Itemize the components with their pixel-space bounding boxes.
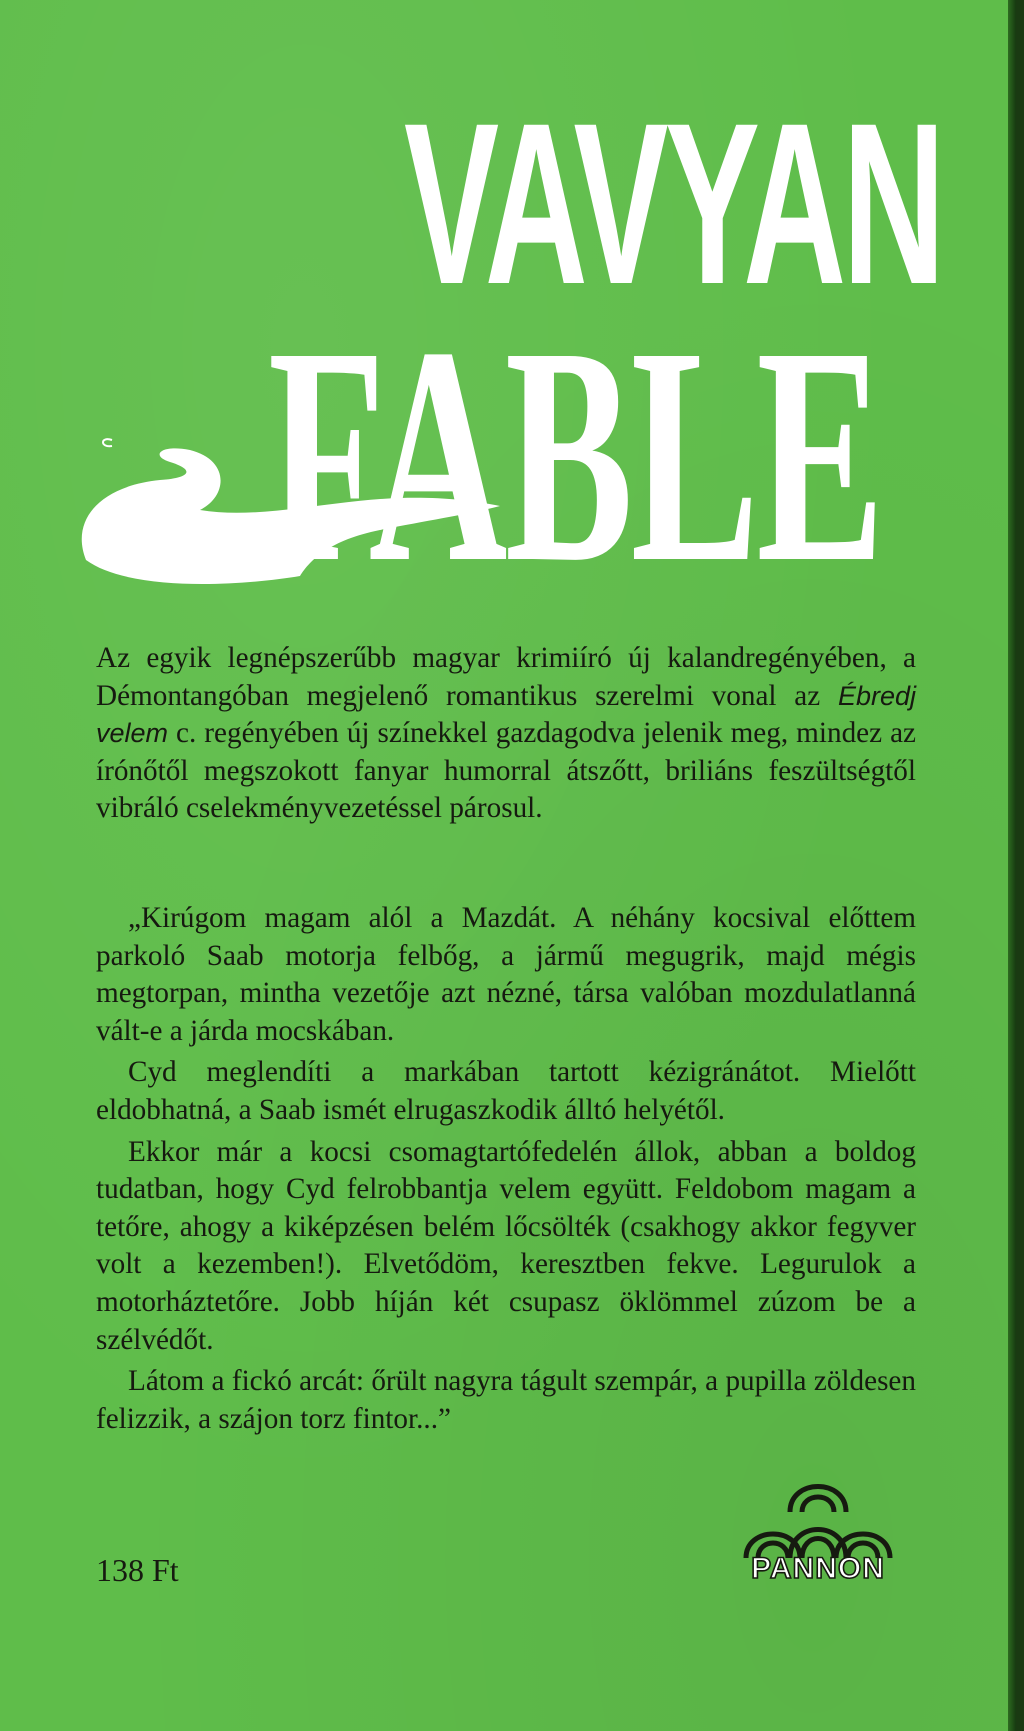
intro-paragraph — [96, 640, 916, 828]
price-label: 138 Ft — [96, 1552, 179, 1588]
page-edge — [1016, 0, 1024, 1731]
intro-text-part2: c. regényében új színekkel gazdagodva jelenik meg, mindez az írónőtől megszokott fanyar humorral átszőtt, briliáns feszültségtől vibráló cselekményvezetéssel párosul. — [96, 717, 916, 825]
publisher-name: PANNON — [751, 1552, 885, 1585]
pannon-arches-icon — [728, 1468, 908, 1564]
intro-text-part1: Az egyik legnépszerűbb magyar krimiíró új kalandregényében, a Démontangóban megjelenő romantikus szerelmi vonal az — [96, 642, 916, 712]
author-last-name: FABLE — [268, 284, 883, 627]
publisher-logo — [728, 1468, 908, 1598]
excerpt-block — [96, 900, 916, 1442]
author-first-name: VAVYAN — [404, 75, 942, 332]
book-title: Ébredj velem — [96, 680, 916, 749]
cover-edge — [1008, 0, 1016, 1731]
excerpt-paragraph: Ekkor már a kocsi csomagtartófedelén állok, abban a boldog tudatban, hogy Cyd felrobbantja velem együtt. Feldobom magam a tetőre, ahogy a kiképzésen belém lőcsölték (csakhogy akkor fegyver volt a kezemben!). Elvetődöm, keresztben fekve. Legurulok a motorháztetőre. Jobb híján két csupasz öklömmel zúzom be a szélvédőt. — [96, 1135, 916, 1356]
excerpt-paragraph: „Kirúgom magam alól a Mazdát. A néhány kocsival előttem parkoló Saab motorja felbőg, a jármű megugrik, majd mégis megtorpan, mintha vezetője azt nézné, társa valóban mozdulatlanná vált-e a járda mocskában. — [96, 902, 916, 1047]
excerpt-paragraph: Cyd meglendíti a markában tartott kézigránátot. Mielőtt eldobhatná, a Saab ismét elrugaszkodik álltó helyétől. — [96, 1056, 916, 1126]
author-logo — [0, 0, 1016, 627]
excerpt-paragraph: Látom a fickó arcát: őrült nagyra tágult szempár, a pupilla zöldesen felizzik, a szájon torz fintor...” — [96, 1365, 916, 1435]
